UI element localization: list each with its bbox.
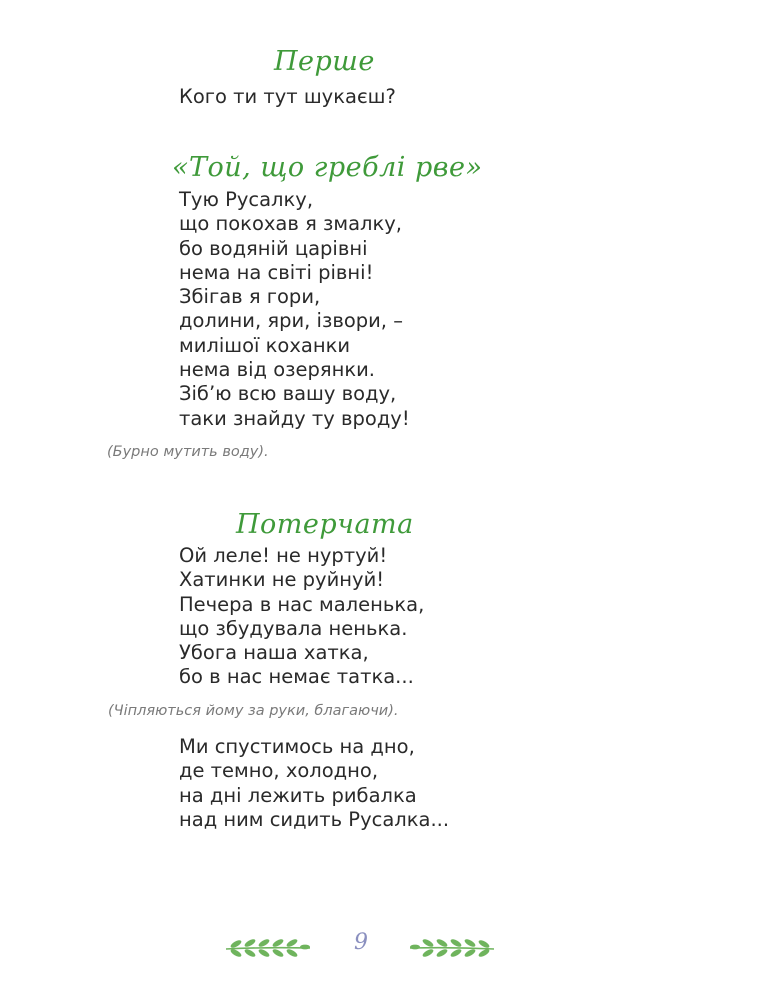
verse-line: Збігав я гори,	[179, 285, 321, 309]
speaker-heading-pershe: Перше	[274, 46, 375, 77]
verse-block	[179, 544, 424, 690]
page-footer	[0, 928, 764, 968]
leaf-sprig-icon	[222, 936, 312, 960]
verse-line: Ми спустимось на дно,	[179, 735, 415, 758]
stage-direction: (Чіпляються йому за руки, благаючи).	[108, 703, 399, 719]
verse-line: на дні лежить рибалка	[179, 783, 417, 807]
verse-block	[179, 188, 410, 431]
verse-line: Хатинки не руйнуй!	[179, 568, 385, 592]
verse-line: Зіб’ю всю вашу воду,	[179, 382, 397, 406]
verse-line: Тую Русалку,	[179, 188, 314, 211]
verse-line: Ой леле! не нуртуй!	[179, 544, 388, 567]
speaker-heading-poterchata: Потерчата	[236, 509, 414, 540]
verse-line: нема від озерянки.	[179, 358, 375, 382]
verse-line: Печера в нас маленька,	[179, 592, 425, 616]
verse-line: бо в нас немає татка...	[179, 665, 414, 689]
verse-line: що збудувала ненька.	[179, 616, 408, 640]
verse-line: милішої коханки	[179, 333, 351, 357]
verse-line: нема на світі рівні!	[179, 260, 374, 284]
verse-line: де темно, холодно,	[179, 759, 379, 783]
verse-line: таки знайду ту вроду!	[179, 406, 410, 430]
verse-block	[179, 85, 396, 109]
verse-line: над ним сидить Русалка...	[179, 807, 450, 831]
leaf-sprig-icon	[408, 936, 498, 960]
verse-line: що покохав я змалку,	[179, 212, 403, 236]
stage-direction: (Бурно мутить воду).	[107, 444, 269, 460]
verse-line: Кого ти тут шукаєш?	[179, 85, 396, 108]
page-number: 9	[354, 930, 368, 955]
verse-line: долини, яри, ізвори, –	[179, 309, 403, 333]
verse-block	[179, 735, 449, 832]
verse-line: бо водяній царівні	[179, 236, 368, 260]
speaker-heading-toi-shcho-hrebli-rve: «Той, що греблі рве»	[172, 152, 483, 183]
verse-line: Убога наша хатка,	[179, 641, 369, 665]
